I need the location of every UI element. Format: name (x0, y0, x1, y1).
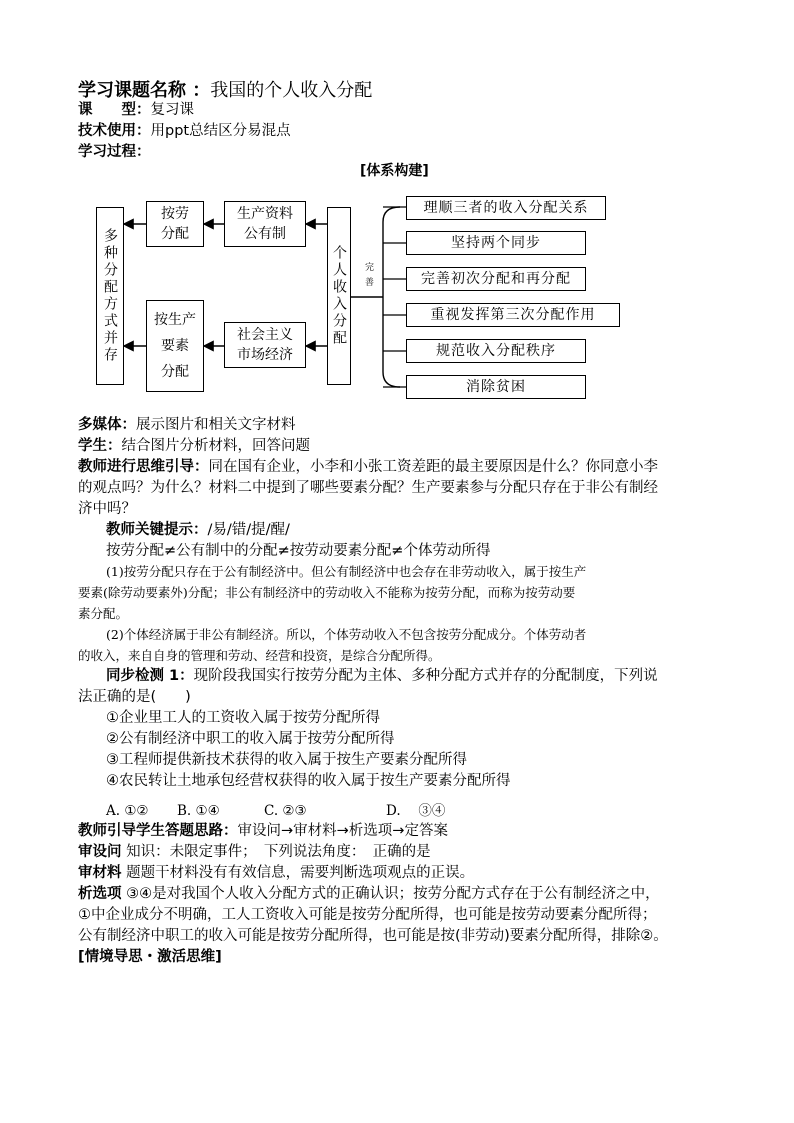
right-item-2: 坚持两个同步 (406, 231, 586, 255)
idea-label: 教师引导学生答题思路： (78, 823, 238, 839)
choice-c: C. ②③ (264, 803, 307, 819)
key-tip-line (106, 521, 290, 540)
analysis-label: 析选项 (78, 886, 122, 902)
box-distribution-by-factors: 按生产 要素 分配 (146, 300, 204, 392)
option-4: ④农民转让土地承包经营权获得的收入属于按生产要素分配所得 (106, 773, 511, 789)
scene-heading: [情境导思・激活思维] (78, 949, 222, 965)
material-text: 题题干材料没有有效信息，需要判断选项观点的正误。 (121, 865, 475, 881)
student-line (78, 437, 310, 456)
key-tip-text: /易/错/提/醒/ (207, 522, 290, 538)
analysis-line-3: 公有制经济中职工的收入可能是按劳分配所得，也可能是按(非劳动)要素分配所得，排除②。 (78, 928, 668, 944)
tech-value: 用ppt总结区分易混点 (150, 123, 291, 139)
idea-line (78, 822, 448, 841)
type-value: 复习课 (150, 102, 194, 118)
material-label: 审材料 (78, 865, 122, 881)
note1-line-1: (1)按劳分配只存在于公有制经济中。但公有制经济中也会存在非劳动收入，属于按生产 (106, 564, 587, 579)
box-personal-income: 个人收入分配 (327, 207, 351, 385)
check-label: 同步检测 1： (106, 668, 194, 684)
key-line: 按劳分配≠公有制中的分配≠按劳动要素分配≠个体劳动所得 (106, 543, 491, 559)
media-text: 展示图片和相关文字材料 (136, 417, 296, 433)
guide-line-2: 的观点吗？为什么？材料二中提到了哪些要素分配？生产要素参与分配只存在于非公有制经 (78, 480, 658, 496)
tech-label: 技术使用： (78, 123, 151, 139)
option-1: ①企业里工人的工资收入属于按劳分配所得 (106, 710, 380, 726)
title-label: 学习课题名称 ： (78, 80, 211, 101)
label-perfect: 完善 (363, 262, 373, 292)
check-text-1: 现阶段我国实行按劳分配为主体、多种分配方式并存的分配制度，下列说 (193, 668, 658, 684)
guide-line-1 (78, 458, 658, 477)
process-label: 学习过程： (78, 144, 151, 160)
student-text: 结合图片分析材料，回答问题 (121, 438, 310, 454)
note2-line-1: (2)个体经济属于非公有制经济。所以，个体劳动收入不包含按劳分配成分。个体劳动者 (106, 627, 587, 642)
analysis-text-1: ③④是对我国个人收入分配方式的正确认识；按劳分配方式存在于公有制经济之中， (121, 886, 660, 902)
note1-line-2: 要素(除劳动要素外)分配；非公有制经济中的劳动收入不能称为按劳分配，而称为按劳动要 (78, 585, 576, 600)
student-label: 学生： (78, 438, 122, 454)
option-2: ②公有制经济中职工的收入属于按劳分配所得 (106, 731, 395, 747)
media-label: 多媒体： (78, 417, 136, 433)
question-text: 知识：未限定事件； 下列说法角度： 正确的是 (121, 844, 431, 860)
right-item-5: 规范收入分配秩序 (406, 339, 586, 363)
media-line (78, 416, 296, 435)
option-3: ③工程师提供新技术获得的收入属于按生产要素分配所得 (106, 752, 467, 768)
choice-b: B. ①④ (177, 803, 220, 819)
check-line-1 (106, 667, 658, 686)
box-distribution-by-labor: 按劳 分配 (146, 201, 204, 247)
guide-text-1: 同在国有企业，小李和小张工资差距的最主要原因是什么？你同意小李 (208, 459, 658, 475)
right-item-4: 重视发挥第三次分配作用 (406, 303, 620, 327)
title-value: 我国的个人收入分配 (210, 80, 373, 101)
check-line-2: 法正确的是( ) (78, 689, 191, 705)
analysis-line-1 (78, 885, 660, 904)
question-label: 审设问 (78, 844, 122, 860)
guide-line-3: 济中吗？ (78, 501, 136, 517)
box-multiple-distribution: 多种分配方式并存 (96, 207, 124, 385)
right-item-1: 理顺三者的收入分配关系 (406, 196, 606, 220)
key-tip-label: 教师关键提示： (106, 522, 208, 538)
right-item-3: 完善初次分配和再分配 (406, 267, 586, 291)
guide-label: 教师进行思维引导： (78, 459, 209, 475)
diagram-heading: [体系构建] (360, 163, 429, 179)
box-public-ownership: 生产资料 公有制 (224, 201, 306, 247)
question-line (78, 843, 431, 862)
note1-line-3: 素分配。 (78, 606, 129, 621)
type-label: 课 型： (78, 102, 151, 118)
box-market-economy: 社会主义 市场经济 (224, 322, 306, 368)
note2-line-2: 的收入，来自自身的管理和劳动、经营和投资，是综合分配所得。 (78, 648, 441, 663)
choice-d: D. ③④ (386, 803, 446, 819)
material-line (78, 864, 474, 883)
analysis-line-2: ①中企业成分不明确，工人工资收入可能是按劳分配所得，也可能是按劳动要素分配所得； (78, 907, 657, 923)
choice-a: A. ①② (106, 803, 149, 819)
right-item-6: 消除贫困 (406, 375, 586, 399)
idea-text: 审设问→审材料→析选项→定答案 (237, 823, 448, 839)
